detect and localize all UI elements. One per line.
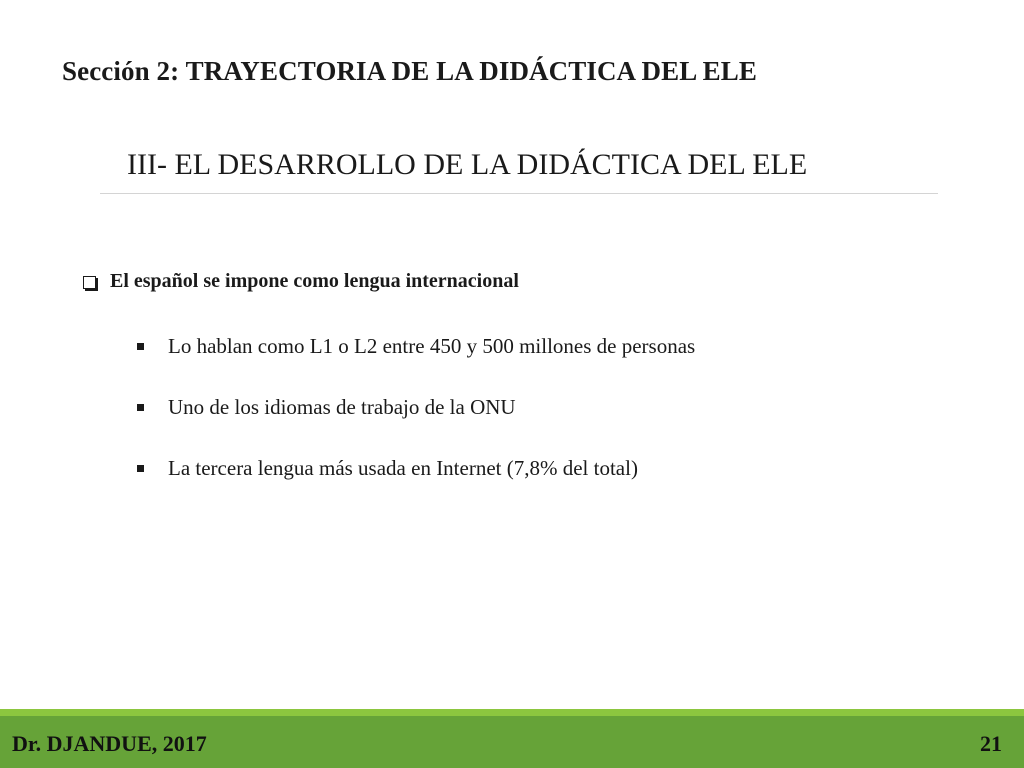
slide-subtitle: III- EL DESARROLLO DE LA DIDÁCTICA DEL ELE [127,148,808,181]
sub-bullet-point [137,456,638,481]
footer-accent-stripe [0,709,1024,716]
sub-bullet-point [137,334,695,359]
checkbox-square-icon [83,276,96,289]
section-title: Sección 2: TRAYECTORIA DE LA DIDÁCTICA DEL ELE [62,56,758,86]
square-bullet-icon [137,465,144,472]
sub-bullet-text: Lo hablan como L1 o L2 entre 450 y 500 millones de personas [168,334,696,358]
sub-bullet-point [137,395,516,420]
footer-author: Dr. DJANDUE, 2017 [12,731,207,756]
sub-bullet-text: La tercera lengua más usada en Internet (7,8% del total) [168,456,638,480]
title-divider [100,193,938,194]
main-bullet-point [83,270,519,293]
square-bullet-icon [137,343,144,350]
sub-bullet-text: Uno de los idiomas de trabajo de la ONU [168,395,516,419]
page-number: 21 [980,731,1002,756]
square-bullet-icon [137,404,144,411]
main-bullet-text: El español se impone como lengua internacional [110,270,519,292]
